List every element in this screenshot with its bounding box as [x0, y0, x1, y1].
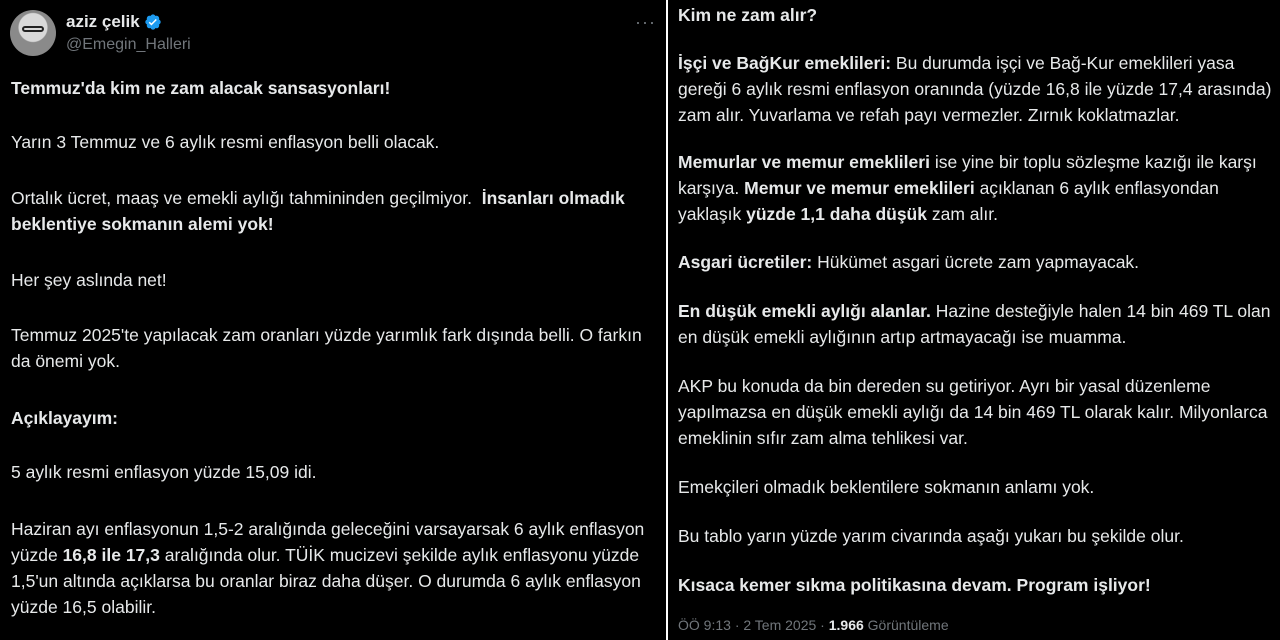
- section-heading: Kim ne zam alır?: [678, 5, 818, 25]
- tweet-paragraph: Temmuz 2025'te yapılacak zam oranları yüzde yarımlık fark dışında belli. O farkın da önemi yok.: [11, 325, 642, 371]
- tweet-paragraph: Memurlar ve memur emeklileri ise yine bir toplu sözleşme kazığı ile karşı karşıya. Memur ve memur emeklileri açıklanan 6 aylık enflasyondan yaklaşık yüzde 1,1 daha düşük zam alır.: [678, 152, 1257, 224]
- tweet-paragraph: Açıklayayım:: [11, 408, 119, 428]
- author-display-name[interactable]: aziz çelik: [66, 12, 140, 31]
- view-label: Görüntüleme: [867, 617, 949, 633]
- tweet-paragraph: Yarın 3 Temmuz ve 6 aylık resmi enflasyon belli olacak.: [11, 132, 440, 152]
- author-handle[interactable]: @Emegin_Halleri: [66, 36, 191, 53]
- tweet-paragraph: Kısaca kemer sıkma politikasına devam. Program işliyor!: [678, 575, 1151, 595]
- author-avatar[interactable]: [10, 10, 56, 56]
- tweet-paragraph: Her şey aslında net!: [11, 270, 167, 290]
- tweet-date[interactable]: 2 Tem 2025: [743, 617, 817, 633]
- view-count: 1.966: [828, 617, 864, 633]
- tweet-right-panel: [668, 0, 1280, 640]
- tweet-header: [10, 8, 660, 60]
- tweet-paragraph: Ortalık ücret, maaş ve emekli aylığı tahmininden geçilmiyor. İnsanları olmadık beklentiye sokmanın alemi yok!: [11, 188, 625, 234]
- tweet-paragraph: İşçi ve BağKur emeklileri: Bu durumda işçi ve Bağ-Kur emeklileri yasa gereği 6 aylık resmi enflasyon oranında (yüzde 16,8 ile yüzde 17,4 arasında) zam alır. Yuvarlama ve refah payı vermezler. Zırnık koklatmazlar.: [678, 53, 1272, 125]
- tweet-paragraph: 5 aylık resmi enflasyon yüzde 15,09 idi.: [11, 462, 317, 482]
- tweet-paragraph: Asgari ücretiler: Hükümet asgari ücrete zam yapmayacak.: [678, 252, 1140, 272]
- tweet-paragraph: En düşük emekli aylığı alanlar. Hazine desteğiyle halen 14 bin 469 TL olan en düşük emekli aylığının artıp artmayacağı ise muamma.: [678, 301, 1271, 347]
- tweet-paragraph: Haziran ayı enflasyonun 1,5-2 aralığında geleceğini varsayarsak 6 aylık enflasyon yüzde 16,8 ile 17,3 aralığında olur. TÜİK mucizevi şekilde aylık enflasyonu yüzde 1,5'un altında açıklarsa bu oranlar biraz daha düşer. O durumda 6 aylık enflasyon yüzde 16,5 olabilir.: [11, 519, 645, 617]
- verified-badge-icon: [144, 13, 162, 31]
- tweet-paragraph: Emekçileri olmadık beklentilere sokmanın anlamı yok.: [678, 477, 1095, 497]
- tweet-paragraph: AKP bu konuda da bin dereden su getiriyor. Ayrı bir yasal düzenleme yapılmazsa en düşük emekli aylığı da 14 bin 469 TL olarak kalır. Milyonlarca emeklinin sıfır zam alma tehlikesi var.: [678, 376, 1268, 448]
- tweet-meta: ÖÖ 9:13 · 2 Tem 2025 · 1.966 Görüntüleme: [678, 617, 949, 633]
- tweet-time[interactable]: ÖÖ 9:13: [678, 617, 731, 633]
- more-options-icon[interactable]: ···: [635, 12, 656, 32]
- tweet-title: Temmuz'da kim ne zam alacak sansasyonları!: [11, 78, 391, 98]
- tweet-paragraph: Bu tablo yarın yüzde yarım civarında aşağı yukarı bu şekilde olur.: [678, 526, 1184, 546]
